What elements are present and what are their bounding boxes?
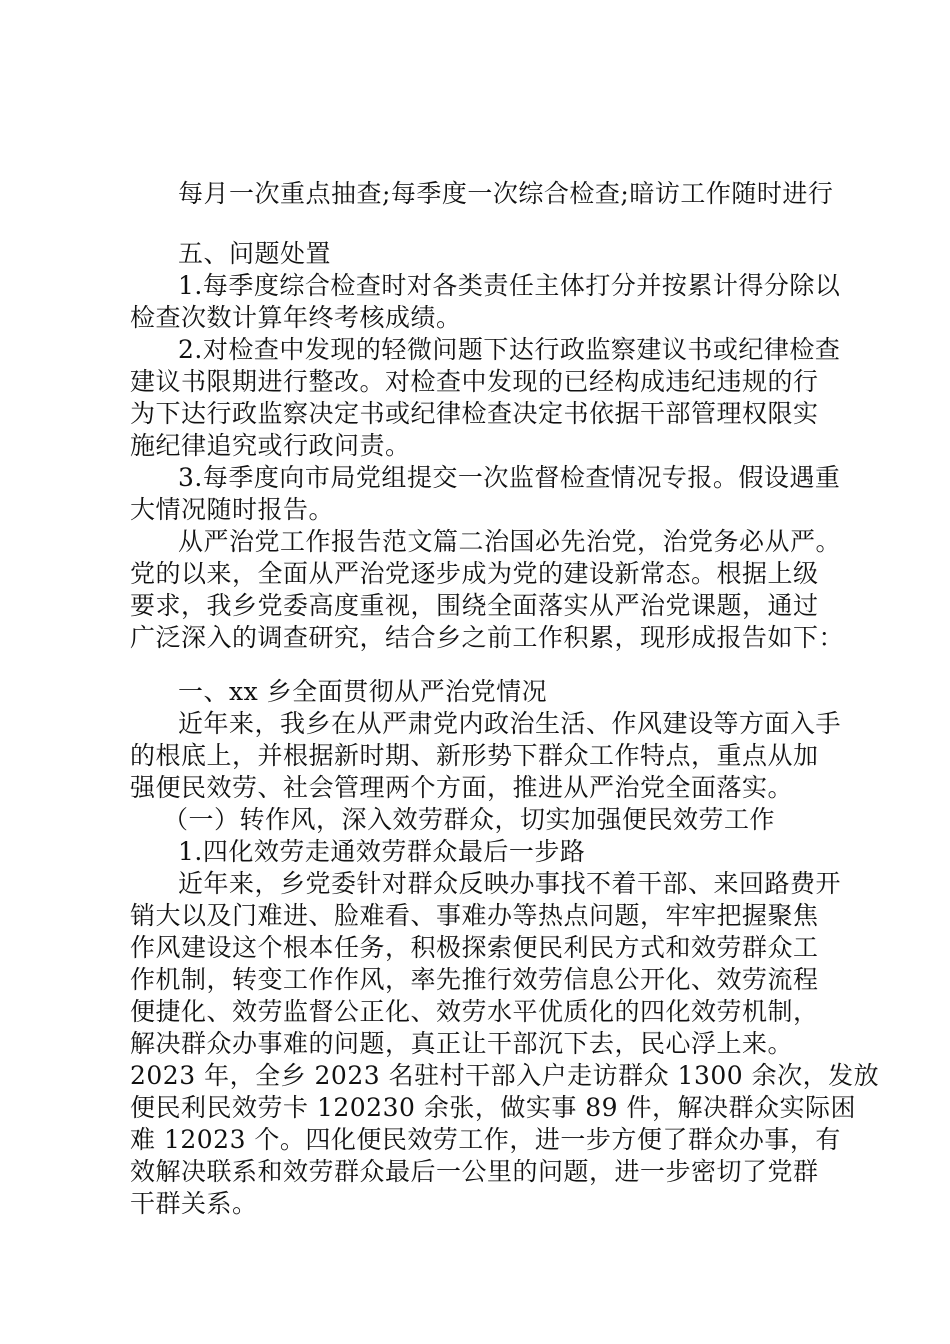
text-line: 要求，我乡党委高度重视，围绕全面落实从严治党课题，通过 — [130, 591, 819, 620]
text-line: 作机制，转变工作作风，率先推行效劳信息公开化、效劳流程 — [130, 965, 819, 994]
text-line: 大情况随时报告。 — [130, 495, 335, 524]
text-line: 难 12023 个。四化便民效劳工作，进一步方便了群众办事，有 — [130, 1125, 841, 1154]
text-line: 销大以及门难进、脸难看、事难办等热点问题，牢牢把握聚焦 — [130, 901, 819, 930]
text-line: 每月一次重点抽查;每季度一次综合检查;暗访工作随时进行 — [178, 179, 834, 208]
text-line: 近年来，乡党委针对群众反映办事找不着干部、来回路费开 — [178, 869, 842, 898]
text-line: 党的以来，全面从严治党逐步成为党的建设新常态。根据上级 — [130, 559, 819, 588]
section-heading: 五、问题处置 — [178, 239, 332, 268]
text-line: 施纪律追究或行政问责。 — [130, 431, 411, 460]
text-line: 效解决联系和效劳群众最后一公里的问题，进一步密切了党群 — [130, 1157, 819, 1186]
text-line: 检查次数计算年终考核成绩。 — [130, 303, 462, 332]
text-line: 强便民效劳、社会管理两个方面，推进从严治党全面落实。 — [130, 773, 794, 802]
text-line: 近年来，我乡在从严肃党内政治生活、作风建设等方面入手 — [178, 709, 842, 738]
text-line: 为下达行政监察决定书或纪律检查决定书依据干部管理权限实 — [130, 399, 819, 428]
text-line: 2.对检查中发现的轻微问题下达行政监察建议书或纪律检查 — [178, 335, 841, 364]
sub-heading: （一）转作风，深入效劳群众，切实加强便民效劳工作 — [163, 805, 776, 834]
section-heading: 一、xx 乡全面贯彻从严治党情况 — [178, 677, 548, 706]
text-line: 从严治党工作报告范文篇二治国必先治党，治党务必从严。 — [178, 527, 842, 556]
text-line: 干群关系。 — [130, 1189, 258, 1218]
text-line: 广泛深入的调查研究，结合乡之前工作积累，现形成报告如下： — [130, 623, 845, 652]
text-line: 建议书限期进行整改。对检查中发现的已经构成违纪违规的行 — [130, 367, 819, 396]
text-line: 2023 年，全乡 2023 名驻村干部入户走访群众 1300 余次，发放 — [130, 1061, 880, 1090]
text-line: 便捷化、效劳监督公正化、效劳水平优质化的四化效劳机制， — [130, 997, 819, 1026]
text-line: 的根底上，并根据新时期、新形势下群众工作特点，重点从加 — [130, 741, 819, 770]
text-line: 便民利民效劳卡 120230 余张，做实事 89 件，解决群众实际困 — [130, 1093, 857, 1122]
sub-heading: 1.四化效劳走通效劳群众最后一步路 — [178, 837, 586, 866]
text-line: 作风建设这个根本任务，积极探索便民利民方式和效劳群众工 — [130, 933, 819, 962]
text-line: 1.每季度综合检查时对各类责任主体打分并按累计得分除以 — [178, 271, 841, 300]
text-line: 3.每季度向市局党组提交一次监督检查情况专报。假设遇重 — [178, 463, 841, 492]
text-line: 解决群众办事难的问题，真正让干部沉下去，民心浮上来。 — [130, 1029, 794, 1058]
